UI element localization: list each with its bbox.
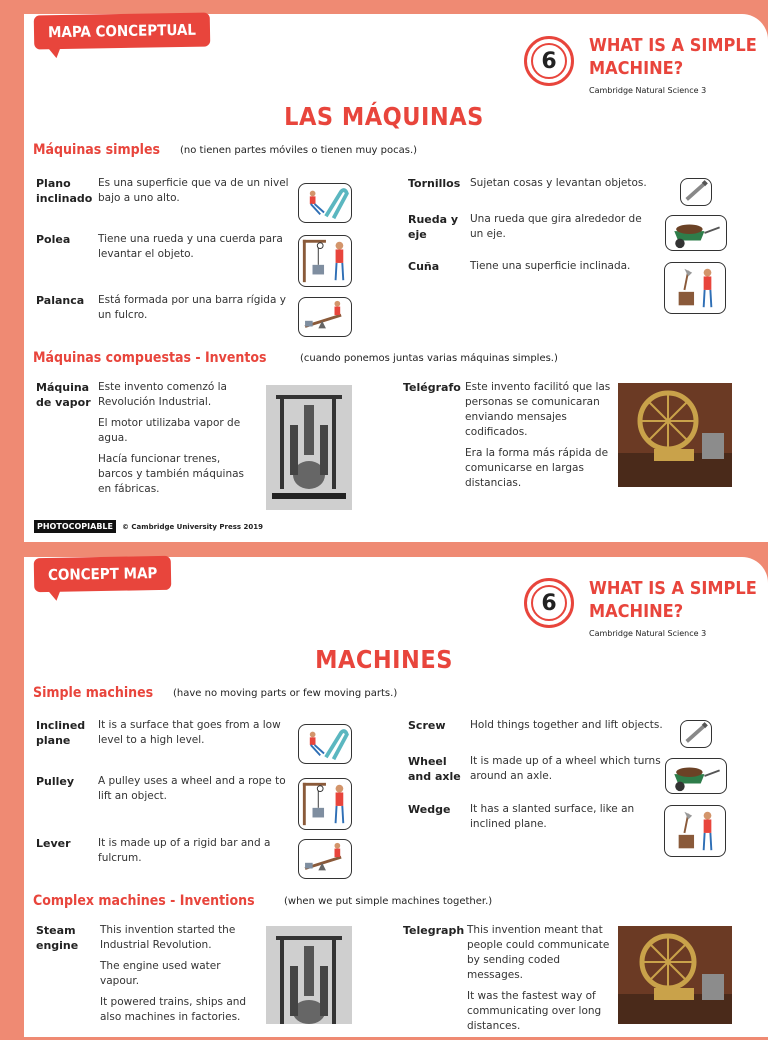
- term-wheel-axle: Rueda y eje: [408, 213, 459, 241]
- telegraph-fact-2-en: It was the fastest way of communicating over long distances.: [467, 990, 602, 1032]
- desc-lever: Está formada por una barra rígida y un fulcro.: [98, 294, 286, 321]
- footer: [34, 520, 263, 533]
- desc-steam-engine-en: [100, 923, 260, 1031]
- axe-icon-en: [664, 805, 726, 857]
- wheelbarrow-icon: [665, 215, 727, 251]
- unit-number-badge: [524, 36, 574, 86]
- term-pulley: Polea: [36, 233, 71, 246]
- term-screw: Tornillos: [408, 177, 461, 190]
- simple-machines-heading-en: Simple machines: [33, 685, 154, 701]
- pulley-icon: [298, 235, 352, 287]
- telegraph-photo: [618, 383, 732, 487]
- term-lever-en: Lever: [36, 837, 71, 850]
- slide-icon: [298, 183, 352, 223]
- page-title: LAS MÁQUINAS: [284, 102, 484, 131]
- slide-icon-en: [298, 724, 352, 764]
- complex-machines-note: (cuando ponemos juntas varias máquinas simples.): [300, 353, 558, 364]
- desc-screw-en: Hold things together and lift objects.: [470, 719, 663, 731]
- term-inclined-plane-en: Inclined plane: [36, 719, 86, 747]
- photocopiable-label: PHOTOCOPIABLE: [34, 520, 116, 533]
- term-telegraph-en: Telegraph: [403, 924, 465, 937]
- desc-wheel-axle: Una rueda que gira alrededor de un eje.: [470, 213, 642, 240]
- desc-wedge-en: It has a slanted surface, like an inclined plane.: [470, 803, 635, 830]
- complex-machines-heading: Máquinas compuestas - Inventos: [33, 350, 267, 366]
- telegraph-photo-en: [618, 926, 732, 1024]
- steam-engine-fact-3: Hacía funcionar trenes, barcos y también máquinas en fábricas.: [98, 453, 245, 495]
- desc-lever-en: It is made up of a rigid bar and a fulcrum.: [98, 837, 271, 864]
- telegraph-fact-1: Este invento facilitó que las personas se comunicaran enviando mensajes codificados.: [465, 381, 611, 438]
- desc-wedge: Tiene una superficie inclinada.: [470, 260, 631, 272]
- page-title-en: MACHINES: [315, 645, 453, 674]
- concept-map-tag-en: CONCEPT MAP: [34, 556, 172, 592]
- desc-pulley-en: A pulley uses a wheel and a rope to lift an object.: [98, 775, 286, 802]
- unit-title: WHAT IS A SIMPLE MACHINE?: [589, 35, 757, 79]
- steam-engine-fact-2-en: The engine used water vapour.: [100, 960, 221, 987]
- desc-telegraph-en: [467, 923, 615, 1040]
- term-inclined-plane: Plano inclinado: [36, 177, 93, 205]
- steam-engine-fact-3-en: It powered trains, ships and also machines in factories.: [100, 996, 247, 1023]
- term-wheel-axle-en: Wheel and axle: [408, 755, 461, 783]
- term-wedge-en: Wedge: [408, 803, 451, 816]
- desc-telegraph: [465, 380, 615, 497]
- screw-icon-en: [680, 720, 712, 748]
- unit-title-en: WHAT IS A SIMPLE MACHINE?: [589, 578, 757, 622]
- complex-machines-note-en: (when we put simple machines together.): [284, 896, 493, 907]
- desc-pulley: Tiene una rueda y una cuerda para levantar el objeto.: [98, 233, 283, 260]
- lever-icon-en: [298, 839, 352, 879]
- simple-machines-note-en: (have no moving parts or few moving parts.): [173, 688, 398, 699]
- wheelbarrow-icon-en: [665, 758, 727, 794]
- desc-inclined-plane: Es una superficie que va de un nivel bajo a uno alto.: [98, 177, 289, 204]
- term-wedge: Cuña: [408, 260, 440, 273]
- term-steam-engine: Máquina de vapor: [36, 381, 91, 409]
- concept-map-tag: MAPA CONCEPTUAL: [34, 12, 211, 49]
- screw-icon: [680, 178, 712, 206]
- axe-icon: [664, 262, 726, 314]
- lever-icon: [298, 297, 352, 337]
- term-screw-en: Screw: [408, 719, 446, 732]
- term-steam-engine-en: Steam engine: [36, 924, 79, 952]
- pulley-icon-en: [298, 778, 352, 830]
- book-name-en: Cambridge Natural Science 3: [589, 629, 707, 638]
- steam-engine-fact-1: Este invento comenzó la Revolución Industrial.: [98, 381, 227, 408]
- steam-engine-photo: [266, 385, 352, 510]
- complex-machines-heading-en: Complex machines - Inventions: [33, 893, 255, 909]
- telegraph-fact-1-en: This invention meant that people could communicate by sending coded messages.: [467, 924, 610, 981]
- desc-steam-engine: [98, 380, 258, 503]
- steam-engine-fact-1-en: This invention started the Industrial Revolution.: [100, 924, 236, 951]
- desc-inclined-plane-en: It is a surface that goes from a low level to a high level.: [98, 719, 281, 746]
- term-pulley-en: Pulley: [36, 775, 75, 788]
- unit-number-badge-en: [524, 578, 574, 628]
- desc-wheel-axle-en: It is made up of a wheel which turns around an axle.: [470, 755, 661, 782]
- simple-machines-note: (no tienen partes móviles o tienen muy pocas.): [180, 145, 418, 156]
- steam-engine-fact-2: El motor utilizaba vapor de agua.: [98, 417, 241, 444]
- term-lever: Palanca: [36, 294, 85, 307]
- copyright-text: © Cambridge University Press 2019: [121, 522, 263, 531]
- term-telegraph: Telégrafo: [403, 381, 461, 394]
- unit-number: 6: [531, 43, 567, 79]
- simple-machines-heading: Máquinas simples: [33, 142, 160, 158]
- book-name: Cambridge Natural Science 3: [589, 86, 707, 95]
- unit-number-en: 6: [531, 585, 567, 621]
- desc-screw: Sujetan cosas y levantan objetos.: [470, 177, 647, 189]
- steam-engine-photo-en: [266, 926, 352, 1024]
- telegraph-fact-2: Era la forma más rápida de comunicarse en largas distancias.: [465, 447, 609, 489]
